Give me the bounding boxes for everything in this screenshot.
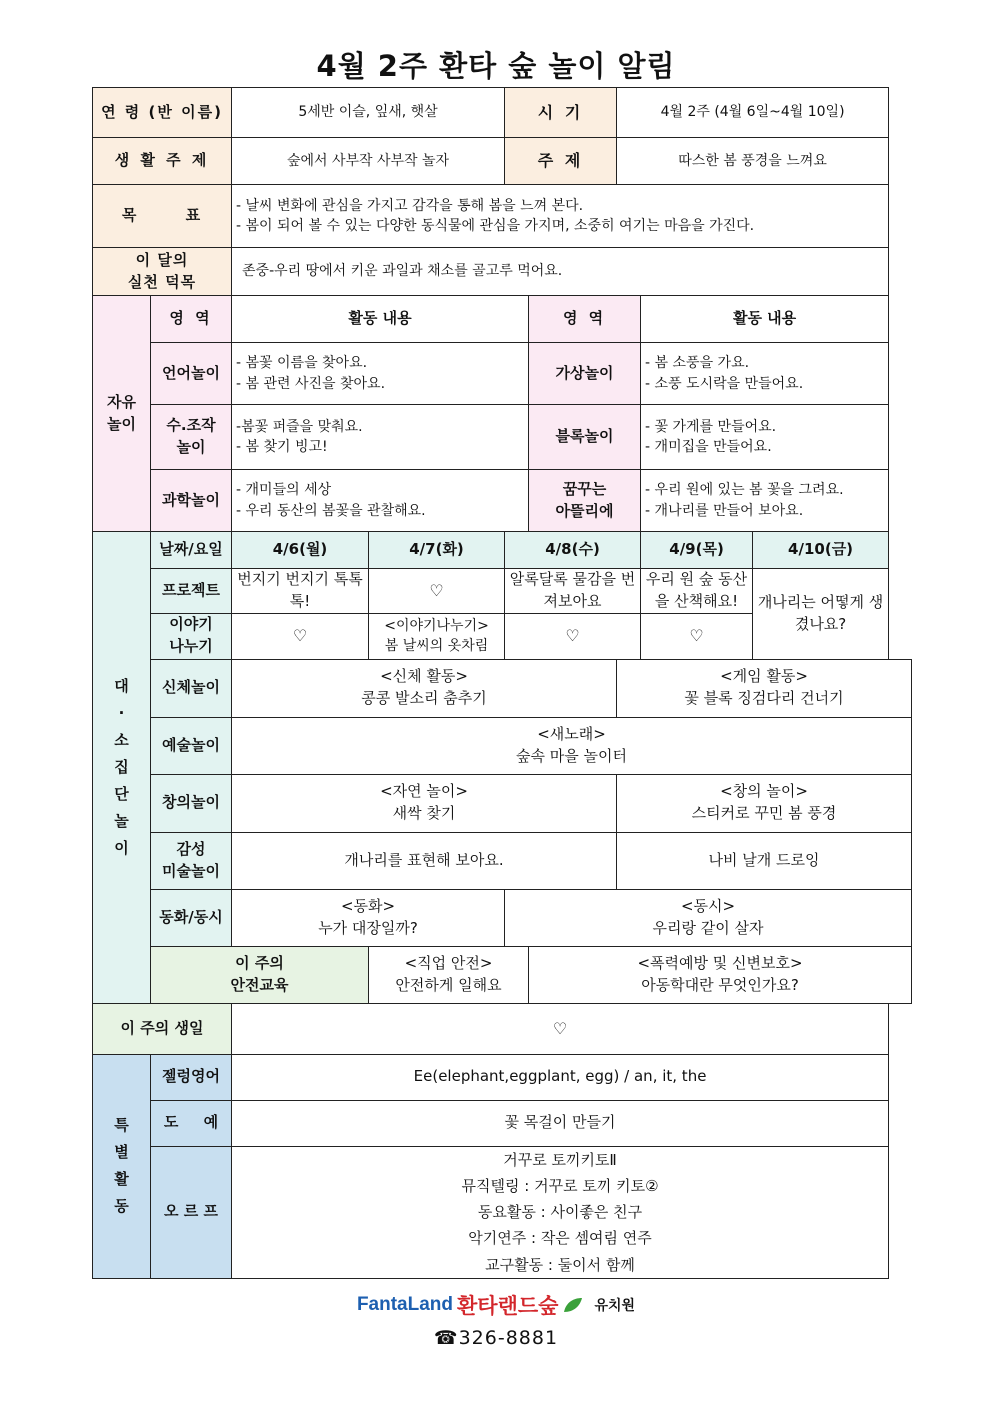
leaf-icon: [562, 1296, 584, 1314]
creative-play-label: 창의놀이: [151, 774, 232, 832]
period-value: 4월 2주 (4월 6일~4월 10일): [617, 88, 889, 138]
area-pretend: 가상놀이: [529, 343, 641, 405]
goal-item: - 봄이 되어 볼 수 있는 다양한 동식물에 관심을 가지며, 소중히 여기는 마음을 가진다.: [236, 218, 755, 234]
creative-play-right: <창의 놀이> 스티커로 꾸민 봄 풍경: [617, 774, 912, 832]
page-title: 4월 2주 환타 숲 놀이 알림: [316, 49, 676, 83]
area-header-left: 영 역: [151, 296, 232, 343]
english-value: Ee(elephant,eggplant, egg) / an, it, the: [232, 1054, 889, 1100]
art-play-label: 예술놀이: [151, 717, 232, 774]
content-header-left: 활동 내용: [232, 296, 529, 343]
emotion-art-right: 나비 날개 드로잉: [617, 832, 912, 889]
free-play-section-label: 자유 놀이: [93, 296, 151, 532]
story-wed: ♡: [505, 613, 641, 659]
group-play-section-label: 대 · 소 집 단 놀 이: [93, 532, 151, 1004]
date-mon: 4/6(월): [232, 532, 369, 569]
kindergarten-logo: [0, 1289, 992, 1321]
fairy-tale-label: 동화/동시: [151, 889, 232, 946]
body-play-left: <신체 활동> 콩콩 발소리 춤추기: [232, 659, 617, 717]
orff-item: 거꾸로 토끼키토Ⅱ: [503, 1150, 617, 1169]
safety-label: 이 주의 안전교육: [151, 946, 369, 1003]
virtue-value: 존중-우리 땅에서 키운 과일과 채소를 골고루 먹어요.: [232, 248, 889, 296]
emotion-art-label: 감성 미술놀이: [151, 832, 232, 889]
orff-item: 동요활동 : 사이좋은 친구: [477, 1203, 643, 1221]
project-wed: 알록달록 물감을 번져보아요: [505, 569, 641, 614]
area-science: 과학놀이: [151, 470, 232, 532]
goal-list: [232, 185, 889, 248]
special-section-label: 특 별 활 동: [93, 1054, 151, 1278]
emotion-art-left: 개나리를 표현해 보아요.: [232, 832, 617, 889]
theme-label: 주 제: [505, 138, 617, 185]
project-tue: ♡: [369, 569, 505, 614]
date-wed: 4/8(수): [505, 532, 641, 569]
math-activities: -봄꽃 퍼즐을 맞춰요. - 봄 찾기 빙고!: [232, 405, 529, 470]
fairy-tale-right: <동시> 우리랑 같이 살자: [505, 889, 912, 946]
orff-item: 교구활동 : 둘이서 함께: [485, 1255, 635, 1274]
weekly-plan-table: [92, 87, 912, 1279]
date-thu: 4/9(목): [641, 532, 753, 569]
phone-number: ☎326-8881: [433, 1327, 559, 1349]
body-play-right: <게임 활동> 꽃 블록 징검다리 건너기: [617, 659, 912, 717]
creative-play-left: <자연 놀이> 새싹 찾기: [232, 774, 617, 832]
logo-suffix: 유치원: [594, 1298, 636, 1314]
story-mon: ♡: [232, 613, 369, 659]
pretend-activities: - 봄 소풍을 가요. - 소풍 도시락을 만들어요.: [641, 343, 889, 405]
life-theme-value: 숲에서 사부작 사부작 놀자: [232, 138, 505, 185]
age-value: 5세반 이슬, 잎새, 햇살: [232, 88, 505, 138]
science-activities: - 개미들의 세상 - 우리 동산의 봄꽃을 관찰해요.: [232, 470, 529, 532]
goal-label: 목 표: [93, 185, 232, 248]
orff-list: [232, 1146, 889, 1278]
virtue-label: 이 달의 실천 덕목: [93, 248, 232, 296]
area-atelier: 꿈꾸는 아뜰리에: [529, 470, 641, 532]
orff-item: 악기연주 : 작은 셈여림 연주: [468, 1229, 652, 1248]
language-activities: - 봄꽃 이름을 찾아요. - 봄 관련 사진을 찾아요.: [232, 343, 529, 405]
project-thu: 우리 원 숲 동산을 산책해요!: [641, 569, 753, 614]
orff-item: 뮤직텔링 : 거꾸로 토끼 키토②: [461, 1176, 659, 1195]
area-block: 블록놀이: [529, 405, 641, 470]
english-label: 젤렁영어: [151, 1054, 232, 1100]
birthday-value: ♡: [232, 1003, 889, 1054]
period-label: 시 기: [505, 88, 617, 138]
footer: [0, 1289, 992, 1349]
age-label: 연 령 (반 이름): [93, 88, 232, 138]
life-theme-label: 생 활 주 제: [93, 138, 232, 185]
date-fri: 4/10(금): [753, 532, 889, 569]
area-math: 수.조작 놀이: [151, 405, 232, 470]
orff-label: 오 르 프: [151, 1146, 232, 1278]
atelier-activities: - 우리 원에 있는 봄 꽃을 그려요. - 개나리를 만들어 보아요.: [641, 470, 889, 532]
logo-korean: 환타랜드숲: [457, 1294, 559, 1318]
date-tue: 4/7(화): [369, 532, 505, 569]
story-label: 이야기 나누기: [151, 613, 232, 659]
story-thu: ♡: [641, 613, 753, 659]
doye-label: 도 예: [151, 1100, 232, 1146]
block-activities: - 꽃 가게를 만들어요. - 개미집을 만들어요.: [641, 405, 889, 470]
area-header-right: 영 역: [529, 296, 641, 343]
story-tue: <이야기나누기> 봄 날씨의 옷차림: [369, 613, 505, 659]
date-label: 날짜/요일: [151, 532, 232, 569]
theme-value: 따스한 봄 풍경을 느껴요: [617, 138, 889, 185]
fairy-tale-left: <동화> 누가 대장일까?: [232, 889, 505, 946]
art-play-content: <새노래> 숲속 마을 놀이터: [232, 717, 912, 774]
body-play-label: 신체놀이: [151, 659, 232, 717]
project-mon: 번지기 번지기 톡톡톡!: [232, 569, 369, 614]
safety-left: <직업 안전> 안전하게 일해요: [369, 946, 529, 1003]
area-language: 언어놀이: [151, 343, 232, 405]
logo-english: FantaLand: [356, 1294, 454, 1315]
doye-value: 꽃 목걸이 만들기: [232, 1100, 889, 1146]
project-label: 프로젝트: [151, 569, 232, 614]
safety-right: <폭력예방 및 신변보호> 아동학대란 무엇인가요?: [529, 946, 912, 1003]
birthday-label: 이 주의 생일: [93, 1003, 232, 1054]
goal-item: - 날씨 변화에 관심을 가지고 감각을 통해 봄을 느껴 본다.: [236, 197, 584, 214]
project-fri-merged: 개나리는 어떻게 생겼나요?: [753, 569, 889, 660]
content-header-right: 활동 내용: [641, 296, 889, 343]
